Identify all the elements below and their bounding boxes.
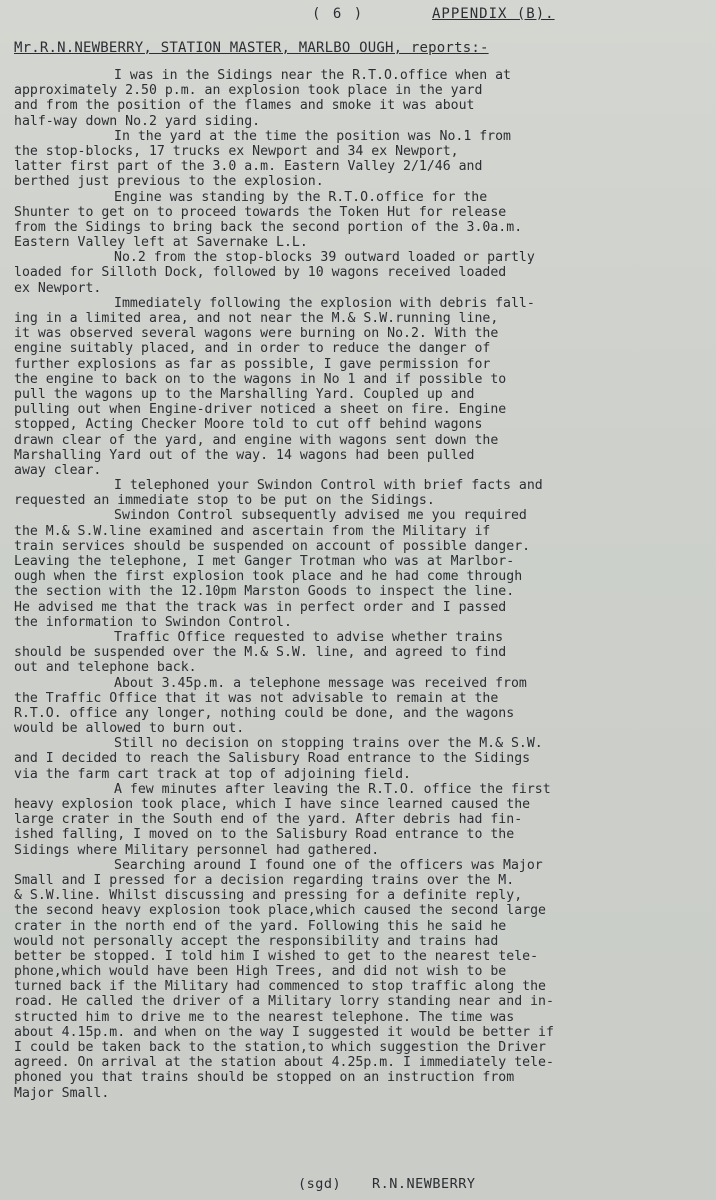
text-line: I was in the Sidings near the R.T.O.office when at xyxy=(114,68,511,83)
paragraph xyxy=(14,296,704,478)
text-line: it was observed several wagons were burning on No.2. With the xyxy=(14,326,499,342)
paragraph xyxy=(14,736,704,782)
paragraph xyxy=(14,858,704,1101)
text-line: about 4.15p.m. and when on the way I suggested it would be better if xyxy=(14,1024,554,1040)
signature-name: R.N.NEWBERRY xyxy=(372,1176,476,1192)
text-line: the second heavy explosion took place,which caused the second large xyxy=(14,903,546,919)
text-line: agreed. On arrival at the station about 4.25p.m. I immediately tele- xyxy=(14,1055,554,1071)
text-line: would not personally accept the responsibility and trains had xyxy=(14,933,499,949)
paragraph xyxy=(14,190,704,251)
text-line: About 3.45p.m. a telephone message was received from xyxy=(114,675,527,691)
text-line: Searching around I found one of the officers was Major xyxy=(114,857,543,873)
page-header xyxy=(0,6,716,26)
text-line: Engine was standing by the R.T.O.office for the xyxy=(114,189,488,205)
text-line: I telephoned your Swindon Control with brief facts and xyxy=(114,478,543,494)
text-line: requested an immediate stop to be put on the Sidings. xyxy=(14,493,435,509)
text-line: Marshalling Yard out of the way. 14 wagons had been pulled xyxy=(14,447,475,463)
text-line: phoned you that trains should be stopped on an instruction from xyxy=(14,1070,515,1086)
text-line: train services should be suspended on account of possible danger. xyxy=(14,538,531,554)
text-line: Immediately following the explosion with debris fall- xyxy=(114,295,535,311)
paragraph xyxy=(14,250,704,296)
paragraph xyxy=(14,782,704,858)
paragraph xyxy=(14,129,704,190)
text-line: stopped, Acting Checker Moore told to cut off behind wagons xyxy=(14,417,483,433)
text-line: and from the position of the flames and smoke it was about xyxy=(14,98,475,114)
text-line: the section with the 12.10pm Marston Goods to inspect the line. xyxy=(14,584,515,600)
text-line: Sidings where Military personnel had gathered. xyxy=(14,842,380,858)
text-line: ing in a limited area, and not near the M.& S.W.running line, xyxy=(14,311,499,326)
text-line: ex Newport. xyxy=(14,280,102,296)
text-line: In the yard at the time the position was No.1 from xyxy=(114,128,511,144)
signature-sgd: (sgd) xyxy=(298,1176,342,1192)
report-title: Mr.R.N.NEWBERRY, STATION MASTER, MARLBO OUGH, reports:- xyxy=(14,40,489,56)
text-line: ough when the first explosion took place and he had come through xyxy=(14,569,523,585)
text-line: pulling out when Engine-driver noticed a sheet on fire. Engine xyxy=(14,402,507,418)
appendix-label: APPENDIX (B). xyxy=(432,6,555,22)
text-line: pull the wagons up to the Marshalling Yard. Coupled up and xyxy=(14,386,475,402)
text-line: No.2 from the stop-blocks 39 outward loaded or partly xyxy=(114,250,535,266)
report-body xyxy=(14,68,704,1172)
text-line: crater in the north end of the yard. Following this he said he xyxy=(14,918,507,934)
paragraph xyxy=(14,508,704,630)
text-line: road. He called the driver of a Military lorry standing near and in- xyxy=(14,994,554,1010)
text-line: via the farm cart track at top of adjoining field. xyxy=(14,766,411,782)
text-line: Eastern Valley left at Savernake L.L. xyxy=(14,235,308,251)
text-line: Still no decision on stopping trains over the M.& S.W. xyxy=(114,736,543,752)
text-line: Traffic Office requested to advise whether trains xyxy=(114,629,504,645)
text-line: & S.W.line. Whilst discussing and pressing for a definite reply, xyxy=(14,888,523,904)
text-line: turned back if the Military had commenced to stop traffic along the xyxy=(14,979,546,995)
paragraph xyxy=(14,68,704,129)
text-line: berthed just previous to the explosion. xyxy=(14,174,324,190)
text-line: phone,which would have been High Trees, and did not wish to be xyxy=(14,964,507,980)
page-number: ( 6 ) xyxy=(312,6,365,22)
text-line: out and telephone back. xyxy=(14,660,197,676)
text-line: from the Sidings to bring back the second portion of the 3.0a.m. xyxy=(14,219,523,235)
text-line: Major Small. xyxy=(14,1085,110,1101)
text-line: the stop-blocks, 17 trucks ex Newport and 34 ex Newport, xyxy=(14,143,459,159)
text-line: Small and I pressed for a decision regarding trains over the M. xyxy=(14,872,515,888)
paragraph xyxy=(14,478,704,508)
text-line: Swindon Control subsequently advised me you required xyxy=(114,508,527,524)
text-line: I could be taken back to the station,to which suggestion the Driver xyxy=(14,1040,546,1055)
text-line: half-way down No.2 yard siding. xyxy=(14,113,261,129)
text-line: the Traffic Office that it was not advisable to remain at the xyxy=(14,690,499,706)
text-line: R.T.O. office any longer, nothing could be done, and the wagons xyxy=(14,705,515,721)
text-line: and I decided to reach the Salisbury Road entrance to the Sidings xyxy=(14,751,531,767)
text-line: Leaving the telephone, I met Ganger Trotman who was at Marlbor- xyxy=(14,554,515,569)
text-line: ished falling, I moved on to the Salisbury Road entrance to the xyxy=(14,827,515,843)
text-line: better be stopped. I told him I wished to get to the nearest tele- xyxy=(14,948,539,964)
text-line: A few minutes after leaving the R.T.O. office the first xyxy=(114,781,551,797)
text-line: the information to Swindon Control. xyxy=(14,614,292,630)
text-line: away clear. xyxy=(14,462,102,478)
text-line: latter first part of the 3.0 a.m. Eastern Valley 2/1/46 and xyxy=(14,159,483,175)
text-line: further explosions as far as possible, I gave permission for xyxy=(14,356,491,372)
text-line: the engine to back on to the wagons in No 1 and if possible to xyxy=(14,371,507,387)
text-line: would be allowed to burn out. xyxy=(14,721,245,737)
text-line: loaded for Silloth Dock, followed by 10 wagons received loaded xyxy=(14,265,507,281)
paragraph xyxy=(14,676,704,737)
text-line: structed him to drive me to the nearest telephone. The time was xyxy=(14,1009,515,1025)
text-line: heavy explosion took place, which I have since learned caused the xyxy=(14,797,531,812)
paragraph xyxy=(14,630,704,676)
text-line: should be suspended over the M.& S.W. line, and agreed to find xyxy=(14,645,507,661)
text-line: approximately 2.50 p.m. an explosion took place in the yard xyxy=(14,83,483,99)
text-line: He advised me that the track was in perfect order and I passed xyxy=(14,599,507,615)
text-line: large crater in the South end of the yard. After debris had fin- xyxy=(14,812,523,828)
text-line: engine suitably placed, and in order to reduce the danger of xyxy=(14,341,491,357)
text-line: drawn clear of the yard, and engine with wagons sent down the xyxy=(14,432,499,448)
text-line: the M.& S.W.line examined and ascertain from the Military if xyxy=(14,523,491,539)
text-line: Shunter to get on to proceed towards the Token Hut for release xyxy=(14,204,507,220)
